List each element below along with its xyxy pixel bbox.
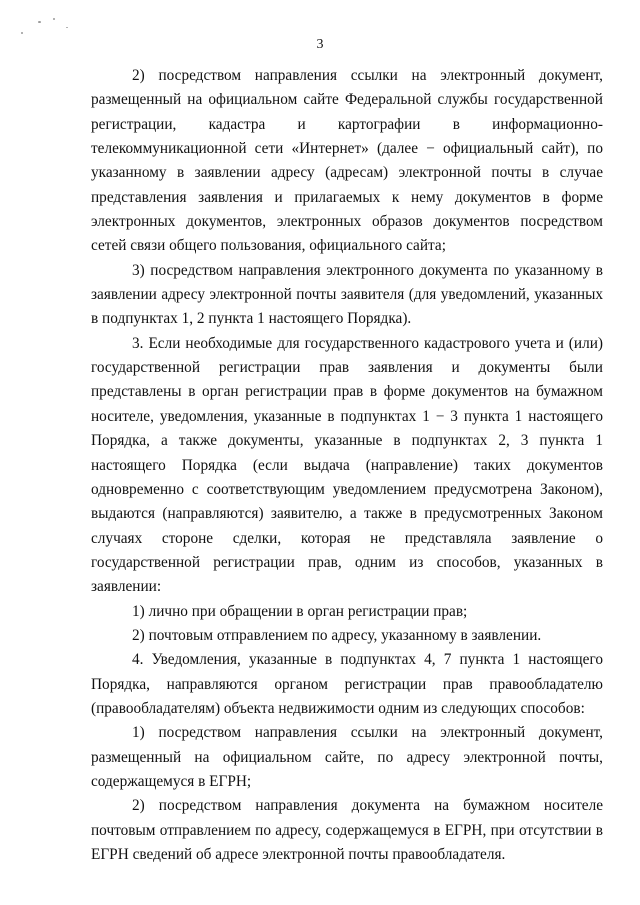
- paragraph-section-4: 4. Уведомления, указанные в подпунктах 4, 7 пункта 1 настоящего Порядка, направляются органом регистрации прав правообладателю (правообладателям) объекта недвижимости одним из следующих способов:: [91, 651, 603, 717]
- paragraph-item-2-paper-egrn: 2) посредством направления документа на бумажном носителе почтовым отправлением по адресу, содержащемуся в ЕГРН, при отсутствии в ЕГРН сведений об адресе электронной почты правообладателя.: [91, 797, 603, 863]
- paragraph-section-3: 3. Если необходимые для государственного кадастрового учета и (или) государственной регистрации прав заявления и документы были представлены в орган регистрации прав в форме документов на бумажном носителе, уведомления, указанные в подпунктах 1 − 3 пункта 1 настоящего Порядка, а также документы, указанные в подпунктах 2, 3 пункта 1 настоящего Порядка (если выдача (направление) таких документов одновременно с соответствующим уведомлением предусмотрена Законом), выдаются (направляются) заявителю, а также в предусмотренных Законом случаях стороне сделки, которая не представляла заявление о государственной регистрации прав, одним из способов, указанных в заявлении:: [91, 334, 603, 596]
- paragraph-item-2-post: 2) почтовым отправлением по адресу, указанному в заявлении.: [132, 626, 542, 644]
- paragraph-item-1-link-egrn: 1) посредством направления ссылки на электронный документ, размещенный на официальном сайте, по адресу электронной почты, содержащемуся в ЕГРН;: [91, 724, 603, 790]
- paragraph-item-1-in-person: 1) лично при обращении в орган регистрации прав;: [132, 602, 468, 620]
- paragraph-item-2-link: 2) посредством направления ссылки на электронный документ, размещенный на официальном сайте Федеральной службы государственной регистрации, кадастра и картографии в информационно-телекоммуникационной сети «Интернет» (далее − официальный сайт), по указанному в заявлении адресу (адресам) электронной почты в случае представления заявления и прилагаемых к нему документов в форме электронных документов, электронных образов документов посредством сетей связи общего пользования, официального сайта;: [91, 67, 603, 255]
- paragraph-item-3-email: 3) посредством направления электронного документа по указанному в заявлении адресу электронной почты заявителя (для уведомлений, указанных в подпунктах 1, 2 пункта 1 настоящего Порядка).: [91, 261, 603, 328]
- page-number: 3: [316, 37, 324, 52]
- document-body: [91, 64, 603, 867]
